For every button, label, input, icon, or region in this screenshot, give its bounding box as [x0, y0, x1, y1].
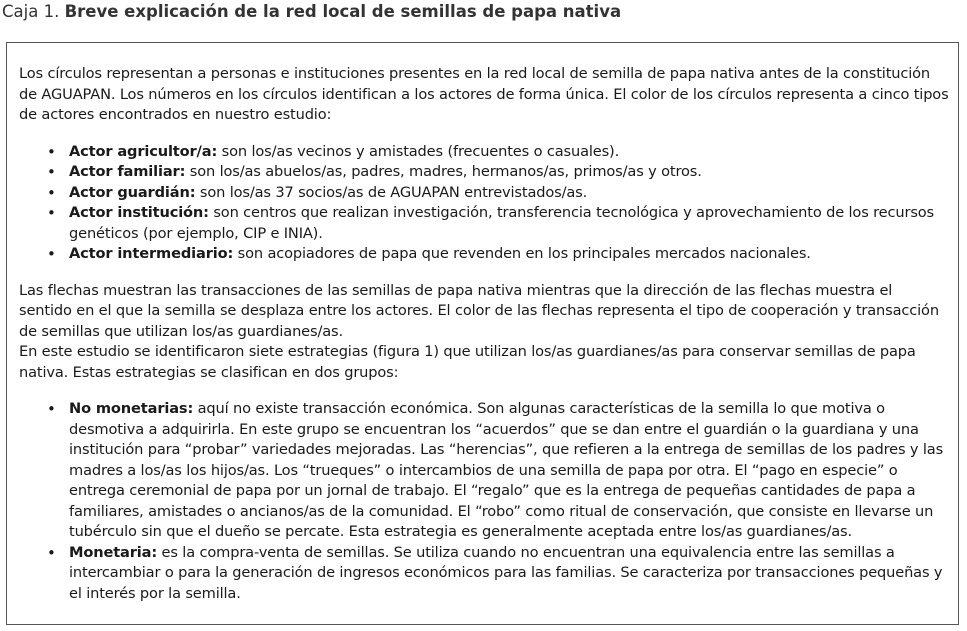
box-content — [19, 64, 949, 604]
list-item — [19, 543, 949, 605]
actor-term: Actor guardián: — [69, 183, 196, 201]
actor-term: Actor familiar: — [69, 163, 186, 180]
actor-term: Actor agricultor/a: — [69, 142, 218, 160]
list-item — [19, 162, 949, 183]
actor-list — [19, 142, 949, 265]
actor-description: son los/as abuelos/as, padres, madres, hermanos/as, primos/as y otros. — [185, 163, 702, 180]
group-description: es la compra-venta de semillas. Se utiliza cuando no encuentran una equivalencia entre las semillas a intercambiar o para la generación de ingresos económicos para las familias. Se caracteriza por transacciones pequeñas y el interés por la semilla. — [69, 543, 943, 602]
strategy-group-list — [19, 399, 949, 604]
actor-term: Actor intermediario: — [69, 245, 234, 262]
actor-term: Actor institución: — [69, 204, 209, 221]
group-term: No monetarias: — [69, 400, 194, 417]
actor-description: son centros que realizan investigación, transferencia tecnológica y aprovechamiento de los recursos genéticos (por ejemplo, CIP e INIA). — [69, 204, 935, 242]
actor-description: son acopiadores de papa que revenden en los principales mercados nacionales. — [233, 245, 811, 262]
caption-title: Breve explicación de la red local de semillas de papa nativa — [64, 2, 622, 21]
intro-paragraph: Los círculos representan a personas e instituciones presentes en la red local de semilla de papa nativa antes de la constitución de AGUAPAN. Los números en los círculos identifican a los actores de forma única. El color de los círculos representa a cinco tipos de actores encontrados en nuestro estudio: — [19, 65, 949, 123]
list-item — [19, 183, 949, 204]
list-item — [19, 244, 949, 265]
actor-description: son los/as 37 socios/as de AGUAPAN entrevistados/as. — [195, 183, 588, 201]
group-term: Monetaria: — [69, 543, 158, 561]
actor-description: son los/as vecinos y amistades (frecuentes o casuales). — [217, 142, 620, 160]
list-item — [19, 399, 949, 543]
list-item — [19, 142, 949, 163]
box-caption — [2, 2, 621, 21]
arrows-paragraph: Las flechas muestran las transacciones de las semillas de papa nativa mientras que la dirección de las flechas muestra el sentido en el que la semilla se desplaza entre los actores. El color de las flechas representa el tipo de cooperación y transacción de semillas que utilizan los/as guardianes/as. — [19, 281, 939, 340]
strategies-paragraph: En este estudio se identificaron siete estrategias (figura 1) que utilizan los/as guardianes/as para conservar semillas de papa nativa. Estas estrategias se clasifican en dos grupos: — [19, 343, 916, 381]
caption-number: Caja 1. — [2, 2, 60, 21]
list-item — [19, 203, 949, 244]
group-description: aquí no existe transacción económica. Son algunas características de la semilla lo que motiva o desmotiva a adquirirla. En este grupo se encuentran los “acuerdos” que se dan entre el guardián o la guardiana y una institución para “probar” variedades mejoradas. Las “herencias”, que refieren a la entrega de semillas de los padres y las madres a los/as los hijos/as. Los “trueques” o intercambios de una semilla de papa por otra. El “pago en especie” o entrega ceremonial de papa por un jornal de trabajo. El “regalo” que es la entrega de pequeñas cantidades de papa a familiares, amistades o ancianos/as de la comunidad. El “robo” como ritual de conservación, que consiste en llevarse un tubérculo sin que el dueño se percate. Esta estrategia es generalmente aceptada entre los/as guardianes/as. — [69, 400, 944, 540]
